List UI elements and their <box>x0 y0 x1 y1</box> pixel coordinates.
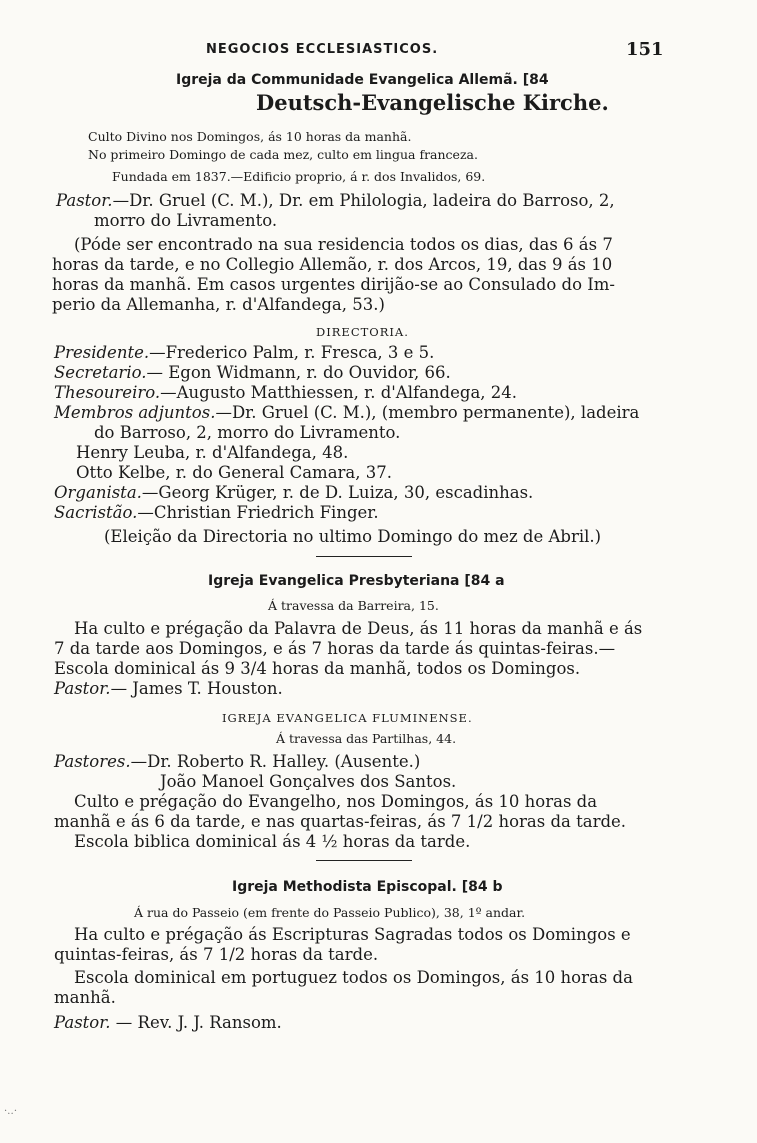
sacristao-line <box>54 503 379 523</box>
methodista-line-4: manhã. <box>54 988 116 1007</box>
organista-text: —Georg Krüger, r. de D. Luiza, 30, escadinhas. <box>141 483 534 502</box>
eleicao-line: (Eleição da Directoria no ultimo Domingo do mez de Abril.) <box>104 527 602 546</box>
methodista-line-1: Ha culto e prégação ás Escripturas Sagradas todos os Domingos e <box>74 925 631 944</box>
divider <box>316 860 412 861</box>
membros-label: Membros adjuntos. <box>54 403 216 422</box>
methodista-pastor-label: Pastor. <box>54 1013 111 1032</box>
methodista-line-3: Escola dominical em portuguez todos os Domingos, ás 10 horas da <box>74 968 633 987</box>
culto-line: Culto Divino nos Domingos, ás 10 horas da manhã. <box>88 129 412 144</box>
methodista-address: Á rua do Passeio (em frente do Passeio Publico), 38, 1º andar. <box>134 905 526 920</box>
methodista-line-2: quintas-feiras, ás 7 1/2 horas da tarde. <box>54 945 379 964</box>
presbyteriana-pastor-label: Pastor. <box>54 679 111 698</box>
organista-line <box>54 483 533 503</box>
methodista-pastor-text: — Rev. J. J. Ransom. <box>110 1013 282 1032</box>
pastor-label: Pastor. <box>56 191 113 210</box>
presbyteriana-address: Á travessa da Barreira, 15. <box>268 598 439 613</box>
section-title-methodista: Igreja Methodista Episcopal. [84 b <box>232 879 503 895</box>
pastores-label: Pastores. <box>54 752 131 771</box>
presbyteriana-line-2: 7 da tarde aos Domingos, e ás 7 horas da tarde ás quintas-feiras.— <box>54 639 616 658</box>
stray-mark: ·‥· <box>4 1106 18 1117</box>
page-number: 151 <box>626 39 664 60</box>
thesoureiro-label: Thesoureiro. <box>54 383 161 402</box>
secretario-text: — Egon Widmann, r. do Ouvidor, 66. <box>146 363 451 382</box>
section-title-fluminense: IGREJA EVANGELICA FLUMINENSE. <box>222 711 473 725</box>
presidente-text: —Frederico Palm, r. Fresca, 3 e 5. <box>149 343 435 362</box>
membros-line-2: do Barroso, 2, morro do Livramento. <box>94 423 401 442</box>
fluminense-address: Á travessa das Partilhas, 44. <box>276 731 457 746</box>
culto-franceza-line: No primeiro Domingo de cada mez, culto em lingua franceza. <box>88 147 478 162</box>
sacristao-text: —Christian Friedrich Finger. <box>137 503 379 522</box>
thesoureiro-line <box>54 383 517 403</box>
note-line-1: (Póde ser encontrado na sua residencia todos os dias, das 6 ás 7 <box>74 235 613 254</box>
membros-text: —Dr. Gruel (C. M.), (membro permanente), ladeira <box>215 403 640 422</box>
secretario-label: Secretario. <box>54 363 147 382</box>
presidente-line <box>54 343 434 363</box>
presbyteriana-pastor-text: — James T. Houston. <box>110 679 283 698</box>
membros-line-3: Henry Leuba, r. d'Alfandega, 48. <box>76 443 349 462</box>
fluminense-line-1: Culto e prégação do Evangelho, nos Domingos, ás 10 horas da <box>74 792 598 811</box>
section-title-presbyteriana: Igreja Evangelica Presbyteriana [84 a <box>208 573 505 589</box>
presbyteriana-line-1: Ha culto e prégação da Palavra de Deus, ás 11 horas da manhã e ás <box>74 619 643 638</box>
organista-label: Organista. <box>54 483 142 502</box>
thesoureiro-text: —Augusto Matthiessen, r. d'Alfandega, 24. <box>160 383 518 402</box>
fluminense-line-3: Escola biblica dominical ás 4 ½ horas da tarde. <box>74 832 471 851</box>
directoria-heading: DIRECTORIA. <box>316 325 409 339</box>
fundada-line: Fundada em 1837.—Edificio proprio, á r. dos Invalidos, 69. <box>112 169 486 184</box>
membros-line-4: Otto Kelbe, r. do General Camara, 37. <box>76 463 392 482</box>
pastores-line-2: João Manoel Gonçalves dos Santos. <box>160 772 457 791</box>
note-line-4: perio da Allemanha, r. d'Alfandega, 53.) <box>52 295 385 314</box>
secretario-line <box>54 363 451 383</box>
divider <box>316 556 412 557</box>
presbyteriana-pastor-line <box>54 679 283 699</box>
note-line-3: horas da manhã. Em casos urgentes dirijão-se ao Consulado do Im- <box>52 275 615 294</box>
gothic-title: Deutsch-Evangelische Kirche. <box>256 90 609 115</box>
methodista-pastor-line <box>54 1013 282 1033</box>
note-line-2: horas da tarde, e no Collegio Allemão, r. dos Arcos, 19, das 9 ás 10 <box>52 255 613 274</box>
pastores-text: —Dr. Roberto R. Halley. (Ausente.) <box>130 752 421 771</box>
presbyteriana-line-3: Escola dominical ás 9 3/4 horas da manhã, todos os Domingos. <box>54 659 581 678</box>
pastores-line <box>54 752 420 772</box>
sacristao-label: Sacristão. <box>54 503 138 522</box>
pastor-line-2: morro do Livramento. <box>94 211 278 230</box>
fluminense-line-2: manhã e ás 6 da tarde, e nas quartas-feiras, ás 7 1/2 horas da tarde. <box>54 812 627 831</box>
pastor-text: —Dr. Gruel (C. M.), Dr. em Philologia, ladeira do Barroso, 2, <box>112 191 615 210</box>
running-title: NEGOCIOS ECCLESIASTICOS. <box>206 42 439 57</box>
presidente-label: Presidente. <box>54 343 150 362</box>
pastor-line <box>56 191 615 211</box>
section-title-evangelica-allema: Igreja da Communidade Evangelica Allemã. [84 <box>176 72 549 88</box>
membros-line <box>54 403 639 423</box>
